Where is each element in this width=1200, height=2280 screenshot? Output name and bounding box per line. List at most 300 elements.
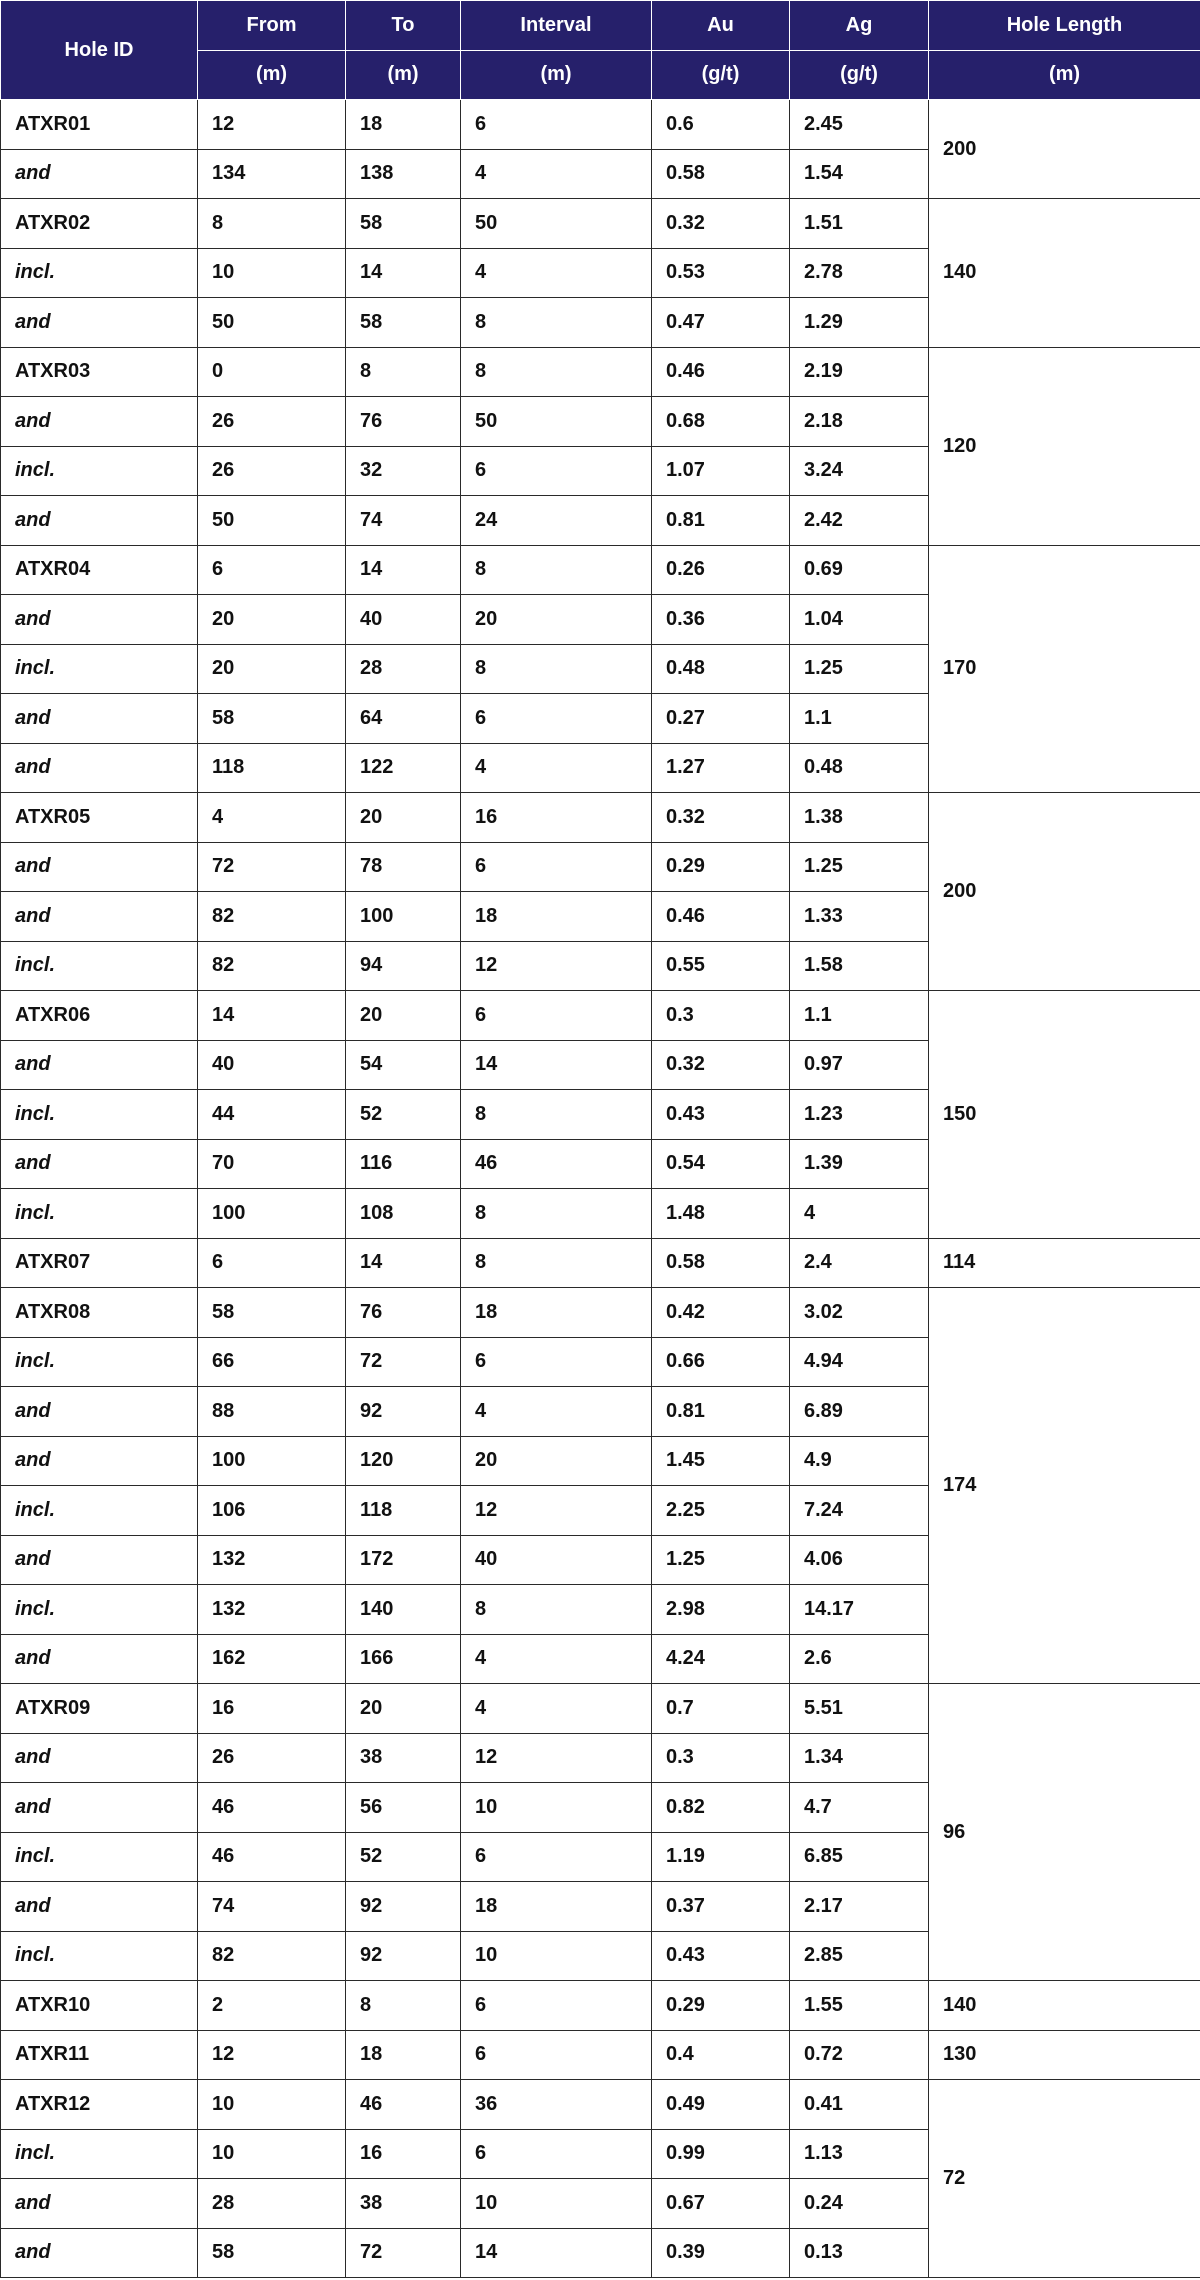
ag-cell: 6.89 [790,1387,929,1437]
hole-id-cell: incl. [1,1486,198,1536]
table-row [1,1981,1200,2031]
to-cell: 58 [346,298,461,348]
au-cell: 0.29 [652,842,790,892]
table-row [1,1238,1200,1288]
au-cell: 0.81 [652,1387,790,1437]
au-cell: 0.49 [652,2080,790,2130]
interval-cell: 6 [461,1832,652,1882]
to-cell: 46 [346,2080,461,2130]
interval-cell: 6 [461,100,652,150]
hole-id-cell: and [1,298,198,348]
interval-cell: 12 [461,941,652,991]
ag-cell: 4 [790,1189,929,1239]
from-cell: 10 [198,2080,346,2130]
au-cell: 0.42 [652,1288,790,1338]
from-cell: 16 [198,1684,346,1734]
from-cell: 6 [198,545,346,595]
au-cell: 0.39 [652,2228,790,2278]
from-cell: 26 [198,446,346,496]
from-cell: 66 [198,1337,346,1387]
interval-cell: 16 [461,793,652,843]
au-cell: 0.81 [652,496,790,546]
to-cell: 14 [346,248,461,298]
au-cell: 0.43 [652,1090,790,1140]
to-cell: 40 [346,595,461,645]
from-cell: 74 [198,1882,346,1932]
ag-cell: 2.85 [790,1931,929,1981]
ag-cell: 0.69 [790,545,929,595]
hole-id-cell: ATXR12 [1,2080,198,2130]
hole-id-cell: and [1,743,198,793]
ag-cell: 1.51 [790,199,929,249]
header-au-unit: (g/t) [652,50,790,100]
to-cell: 52 [346,1832,461,1882]
au-cell: 0.29 [652,1981,790,2031]
interval-cell: 4 [461,1634,652,1684]
au-cell: 1.27 [652,743,790,793]
from-cell: 88 [198,1387,346,1437]
header-from: From [198,1,346,51]
ag-cell: 0.41 [790,2080,929,2130]
au-cell: 2.98 [652,1585,790,1635]
ag-cell: 0.24 [790,2179,929,2229]
header-hole-length-unit: (m) [929,50,1200,100]
ag-cell: 3.02 [790,1288,929,1338]
ag-cell: 2.4 [790,1238,929,1288]
to-cell: 76 [346,397,461,447]
from-cell: 82 [198,941,346,991]
from-cell: 100 [198,1189,346,1239]
to-cell: 38 [346,1733,461,1783]
hole-id-cell: and [1,1040,198,1090]
from-cell: 50 [198,298,346,348]
hole-id-cell: and [1,2228,198,2278]
ag-cell: 2.78 [790,248,929,298]
from-cell: 132 [198,1585,346,1635]
hole-length-cell: 96 [929,1684,1200,1981]
interval-cell: 10 [461,1931,652,1981]
interval-cell: 8 [461,1189,652,1239]
hole-id-cell: ATXR02 [1,199,198,249]
au-cell: 0.32 [652,793,790,843]
au-cell: 0.32 [652,199,790,249]
interval-cell: 6 [461,694,652,744]
interval-cell: 18 [461,1288,652,1338]
ag-cell: 1.1 [790,694,929,744]
au-cell: 0.4 [652,2030,790,2080]
ag-cell: 1.25 [790,644,929,694]
hole-length-cell: 114 [929,1238,1200,1288]
hole-length-cell: 170 [929,545,1200,793]
from-cell: 70 [198,1139,346,1189]
table-row [1,2030,1200,2080]
header-to-unit: (m) [346,50,461,100]
interval-cell: 14 [461,2228,652,2278]
from-cell: 58 [198,694,346,744]
header-ag-unit: (g/t) [790,50,929,100]
interval-cell: 8 [461,545,652,595]
interval-cell: 6 [461,991,652,1041]
interval-cell: 6 [461,1981,652,2031]
from-cell: 0 [198,347,346,397]
header-from-unit: (m) [198,50,346,100]
from-cell: 40 [198,1040,346,1090]
hole-id-cell: and [1,892,198,942]
interval-cell: 20 [461,595,652,645]
hole-length-cell: 150 [929,991,1200,1239]
header-hole-length: Hole Length [929,1,1200,51]
to-cell: 14 [346,545,461,595]
interval-cell: 6 [461,1337,652,1387]
au-cell: 0.47 [652,298,790,348]
interval-cell: 6 [461,2129,652,2179]
from-cell: 106 [198,1486,346,1536]
hole-id-cell: incl. [1,1832,198,1882]
from-cell: 72 [198,842,346,892]
header-ag: Ag [790,1,929,51]
au-cell: 0.68 [652,397,790,447]
to-cell: 20 [346,793,461,843]
au-cell: 1.07 [652,446,790,496]
header-interval: Interval [461,1,652,51]
hole-id-cell: and [1,1882,198,1932]
to-cell: 100 [346,892,461,942]
from-cell: 12 [198,2030,346,2080]
ag-cell: 0.48 [790,743,929,793]
au-cell: 0.58 [652,1238,790,1288]
hole-id-cell: ATXR05 [1,793,198,843]
au-cell: 1.19 [652,1832,790,1882]
interval-cell: 40 [461,1535,652,1585]
ag-cell: 1.29 [790,298,929,348]
interval-cell: 8 [461,347,652,397]
hole-id-cell: incl. [1,941,198,991]
interval-cell: 14 [461,1040,652,1090]
hole-id-cell: incl. [1,1189,198,1239]
au-cell: 0.66 [652,1337,790,1387]
au-cell: 0.58 [652,149,790,199]
from-cell: 46 [198,1832,346,1882]
table-row [1,347,1200,397]
interval-cell: 4 [461,1387,652,1437]
to-cell: 52 [346,1090,461,1140]
hole-id-cell: ATXR09 [1,1684,198,1734]
from-cell: 132 [198,1535,346,1585]
hole-id-cell: incl. [1,1931,198,1981]
header-to: To [346,1,461,51]
ag-cell: 1.04 [790,595,929,645]
from-cell: 6 [198,1238,346,1288]
hole-id-cell: and [1,1733,198,1783]
from-cell: 8 [198,199,346,249]
interval-cell: 8 [461,644,652,694]
ag-cell: 0.13 [790,2228,929,2278]
hole-id-cell: and [1,595,198,645]
interval-cell: 12 [461,1486,652,1536]
au-cell: 0.6 [652,100,790,150]
hole-id-cell: ATXR11 [1,2030,198,2080]
from-cell: 12 [198,100,346,150]
au-cell: 0.3 [652,1733,790,1783]
from-cell: 82 [198,892,346,942]
hole-length-cell: 120 [929,347,1200,545]
to-cell: 94 [346,941,461,991]
hole-id-cell: incl. [1,644,198,694]
hole-length-cell: 140 [929,199,1200,348]
from-cell: 162 [198,1634,346,1684]
hole-id-cell: ATXR08 [1,1288,198,1338]
from-cell: 100 [198,1436,346,1486]
from-cell: 10 [198,2129,346,2179]
to-cell: 72 [346,1337,461,1387]
ag-cell: 1.58 [790,941,929,991]
to-cell: 16 [346,2129,461,2179]
ag-cell: 1.34 [790,1733,929,1783]
table-row [1,1288,1200,1338]
hole-id-cell: incl. [1,1585,198,1635]
header-row-titles [1,1,1200,51]
from-cell: 14 [198,991,346,1041]
from-cell: 44 [198,1090,346,1140]
to-cell: 32 [346,446,461,496]
to-cell: 78 [346,842,461,892]
table-row [1,2080,1200,2130]
ag-cell: 3.24 [790,446,929,496]
header-interval-unit: (m) [461,50,652,100]
ag-cell: 4.9 [790,1436,929,1486]
interval-cell: 8 [461,1238,652,1288]
hole-id-cell: and [1,842,198,892]
interval-cell: 12 [461,1733,652,1783]
from-cell: 82 [198,1931,346,1981]
ag-cell: 2.45 [790,100,929,150]
hole-id-cell: ATXR06 [1,991,198,1041]
au-cell: 1.48 [652,1189,790,1239]
interval-cell: 50 [461,397,652,447]
interval-cell: 8 [461,1585,652,1635]
au-cell: 0.43 [652,1931,790,1981]
ag-cell: 1.39 [790,1139,929,1189]
interval-cell: 4 [461,149,652,199]
to-cell: 58 [346,199,461,249]
hole-id-cell: and [1,1436,198,1486]
interval-cell: 18 [461,1882,652,1932]
table-row [1,545,1200,595]
to-cell: 54 [346,1040,461,1090]
ag-cell: 2.19 [790,347,929,397]
to-cell: 20 [346,1684,461,1734]
hole-id-cell: and [1,1535,198,1585]
to-cell: 138 [346,149,461,199]
au-cell: 0.26 [652,545,790,595]
au-cell: 0.99 [652,2129,790,2179]
hole-id-cell: incl. [1,446,198,496]
hole-id-cell: ATXR04 [1,545,198,595]
ag-cell: 0.97 [790,1040,929,1090]
interval-cell: 20 [461,1436,652,1486]
header-au: Au [652,1,790,51]
ag-cell: 2.18 [790,397,929,447]
to-cell: 140 [346,1585,461,1635]
to-cell: 122 [346,743,461,793]
table-body [1,100,1200,2278]
au-cell: 0.32 [652,1040,790,1090]
hole-id-cell: and [1,2179,198,2229]
from-cell: 58 [198,2228,346,2278]
hole-id-cell: and [1,496,198,546]
hole-id-cell: and [1,1139,198,1189]
to-cell: 92 [346,1387,461,1437]
au-cell: 0.48 [652,644,790,694]
hole-id-cell: incl. [1,2129,198,2179]
interval-cell: 46 [461,1139,652,1189]
interval-cell: 4 [461,248,652,298]
ag-cell: 6.85 [790,1832,929,1882]
interval-cell: 6 [461,842,652,892]
from-cell: 134 [198,149,346,199]
interval-cell: 4 [461,1684,652,1734]
to-cell: 18 [346,100,461,150]
to-cell: 118 [346,1486,461,1536]
au-cell: 0.36 [652,595,790,645]
to-cell: 72 [346,2228,461,2278]
au-cell: 0.46 [652,892,790,942]
to-cell: 74 [346,496,461,546]
header-hole-id: Hole ID [1,1,198,100]
au-cell: 0.67 [652,2179,790,2229]
interval-cell: 4 [461,743,652,793]
hole-length-cell: 140 [929,1981,1200,2031]
to-cell: 120 [346,1436,461,1486]
ag-cell: 14.17 [790,1585,929,1635]
to-cell: 76 [346,1288,461,1338]
au-cell: 0.54 [652,1139,790,1189]
to-cell: 92 [346,1931,461,1981]
table-row [1,100,1200,150]
from-cell: 26 [198,397,346,447]
from-cell: 46 [198,1783,346,1833]
hole-id-cell: and [1,1387,198,1437]
interval-cell: 36 [461,2080,652,2130]
ag-cell: 1.38 [790,793,929,843]
from-cell: 118 [198,743,346,793]
table-row [1,991,1200,1041]
au-cell: 4.24 [652,1634,790,1684]
interval-cell: 10 [461,1783,652,1833]
ag-cell: 1.55 [790,1981,929,2031]
au-cell: 0.37 [652,1882,790,1932]
hole-id-cell: incl. [1,248,198,298]
ag-cell: 1.33 [790,892,929,942]
au-cell: 1.25 [652,1535,790,1585]
from-cell: 20 [198,644,346,694]
au-cell: 0.27 [652,694,790,744]
table-row [1,199,1200,249]
to-cell: 166 [346,1634,461,1684]
ag-cell: 1.25 [790,842,929,892]
interval-cell: 24 [461,496,652,546]
au-cell: 1.45 [652,1436,790,1486]
au-cell: 0.7 [652,1684,790,1734]
table-row [1,1684,1200,1734]
interval-cell: 10 [461,2179,652,2229]
ag-cell: 5.51 [790,1684,929,1734]
ag-cell: 2.6 [790,1634,929,1684]
hole-id-cell: and [1,1783,198,1833]
from-cell: 2 [198,1981,346,2031]
ag-cell: 0.72 [790,2030,929,2080]
hole-id-cell: ATXR01 [1,100,198,150]
from-cell: 58 [198,1288,346,1338]
from-cell: 10 [198,248,346,298]
table-header [1,1,1200,100]
au-cell: 2.25 [652,1486,790,1536]
interval-cell: 6 [461,446,652,496]
interval-cell: 6 [461,2030,652,2080]
ag-cell: 4.06 [790,1535,929,1585]
hole-id-cell: and [1,397,198,447]
table-row [1,793,1200,843]
interval-cell: 18 [461,892,652,942]
to-cell: 64 [346,694,461,744]
from-cell: 20 [198,595,346,645]
hole-id-cell: ATXR07 [1,1238,198,1288]
to-cell: 56 [346,1783,461,1833]
to-cell: 8 [346,1981,461,2031]
au-cell: 0.82 [652,1783,790,1833]
ag-cell: 1.23 [790,1090,929,1140]
au-cell: 0.53 [652,248,790,298]
to-cell: 116 [346,1139,461,1189]
au-cell: 0.46 [652,347,790,397]
ag-cell: 4.94 [790,1337,929,1387]
from-cell: 26 [198,1733,346,1783]
from-cell: 50 [198,496,346,546]
to-cell: 28 [346,644,461,694]
from-cell: 4 [198,793,346,843]
hole-length-cell: 200 [929,793,1200,991]
to-cell: 108 [346,1189,461,1239]
au-cell: 0.3 [652,991,790,1041]
hole-id-cell: ATXR10 [1,1981,198,2031]
interval-cell: 50 [461,199,652,249]
to-cell: 18 [346,2030,461,2080]
to-cell: 172 [346,1535,461,1585]
ag-cell: 2.17 [790,1882,929,1932]
from-cell: 28 [198,2179,346,2229]
to-cell: 20 [346,991,461,1041]
hole-id-cell: ATXR03 [1,347,198,397]
hole-id-cell: and [1,149,198,199]
hole-length-cell: 200 [929,100,1200,199]
hole-id-cell: and [1,694,198,744]
ag-cell: 7.24 [790,1486,929,1536]
au-cell: 0.55 [652,941,790,991]
hole-length-cell: 72 [929,2080,1200,2278]
ag-cell: 1.54 [790,149,929,199]
hole-id-cell: incl. [1,1337,198,1387]
interval-cell: 8 [461,1090,652,1140]
to-cell: 92 [346,1882,461,1932]
to-cell: 38 [346,2179,461,2229]
ag-cell: 1.13 [790,2129,929,2179]
to-cell: 14 [346,1238,461,1288]
ag-cell: 2.42 [790,496,929,546]
interval-cell: 8 [461,298,652,348]
to-cell: 8 [346,347,461,397]
ag-cell: 1.1 [790,991,929,1041]
hole-id-cell: and [1,1634,198,1684]
